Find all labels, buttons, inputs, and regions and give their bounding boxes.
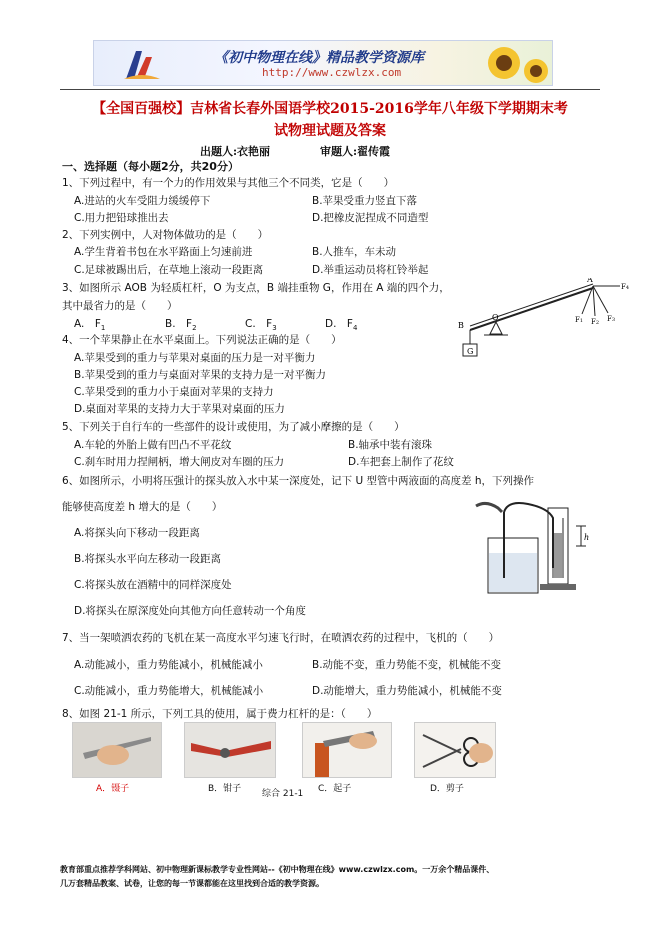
- q5-stem: 5、下列关于自行车的一些部件的设计或使用，为了减小摩擦的是（ ）: [62, 421, 405, 433]
- q2-option-b: B.人推车，车未动: [312, 246, 397, 258]
- svg-text:F4: F4: [621, 283, 630, 291]
- q4-option-a: A.苹果受到的重力与苹果对桌面的压力是一对平衡力: [74, 352, 316, 364]
- q4-option-c: C.苹果受到的重力小于桌面对苹果的支持力: [74, 386, 274, 398]
- q3-option-a: A. $F_1$: [74, 318, 106, 333]
- q2-option-d: D.举重运动员将杠铃举起: [312, 264, 429, 276]
- q7-option-c: C.动能减小，重力势能增大，机械能减小: [74, 685, 264, 697]
- caption-scissors: D．剪子: [430, 784, 464, 794]
- pliers-photo: [184, 722, 276, 778]
- q3-option-b: B. $F_2$: [165, 318, 197, 333]
- q5-option-d: D.车把套上制作了花纹: [348, 456, 454, 468]
- label-g: G: [467, 347, 474, 356]
- lever-diagram: [458, 278, 638, 363]
- q3-stem-line1: 3、如图所示 AOB 为轻质杠杆，O 为支点，B 端挂重物 G，作用在 A 端的四个力，: [62, 282, 450, 294]
- q8-stem: 8、如图 21-1 所示，下列工具的使用，属于费力杠杆的是：（ ）: [62, 708, 378, 720]
- footer-line2: 几万套精品教案、试卷，让您的每一节课都能在这里找到合适的教学资源。: [60, 879, 324, 888]
- q4-option-d: D.桌面对苹果的支持力大于苹果对桌面的压力: [74, 403, 285, 415]
- caption-opener: C．起子: [318, 784, 352, 794]
- q6-option-b: B.将探头水平向左移动一段距离: [74, 553, 222, 565]
- q4-option-b: B.苹果受到的重力与桌面对苹果的支持力是一对平衡力: [74, 369, 327, 381]
- q2-option-a: A.学生背着书包在水平路面上匀速前进: [74, 246, 253, 258]
- header-rule: [60, 89, 600, 90]
- q2-option-c: C.足球被踢出后，在草地上滚动一段距离: [74, 264, 264, 276]
- caption-tweezers: A．镊子: [96, 784, 130, 794]
- q5-option-a: A.车轮的外胎上做有凹凸不平花纹: [74, 439, 232, 451]
- logo-icon: [122, 45, 162, 83]
- q1-option-c: C.用力把铅球推出去: [74, 212, 169, 224]
- q6-stem-line1: 6、如图所示，小明将压强计的探头放入水中某一深度处，记下 U 型管中两液面的高度差 h，下列操作: [62, 475, 535, 487]
- label-a: A: [587, 278, 593, 284]
- banner-url: http://www.czwlzx.com: [262, 66, 402, 79]
- q1-option-b: B.苹果受重力竖直下落: [312, 195, 418, 207]
- q1-option-d: D.把橡皮泥捏成不同造型: [312, 212, 429, 224]
- q2-stem: 2、下列实例中，人对物体做功的是（ ）: [62, 229, 269, 241]
- q4-stem: 4、一个苹果静止在水平桌面上。下列说法正确的是（ ）: [62, 334, 342, 346]
- pressure-gauge-diagram: [468, 498, 598, 598]
- q1-stem: 1、下列过程中，有一个力的作用效果与其他三个不同类，它是（ ）: [62, 177, 395, 189]
- scissors-photo: [414, 722, 496, 778]
- q5-option-b: B.轴承中装有滚珠: [348, 439, 433, 451]
- q7-option-a: A.动能减小，重力势能减小，机械能减小: [74, 659, 263, 671]
- banner-title: 《初中物理在线》精品教学资源库: [214, 50, 424, 66]
- svg-text:F2: F2: [591, 318, 600, 326]
- label-b: B: [458, 321, 464, 330]
- question-setter: 出题人:衣艳丽: [200, 145, 271, 158]
- svg-text:F1: F1: [575, 316, 584, 324]
- label-f1: F: [575, 316, 580, 324]
- svg-text:F3: F3: [607, 315, 616, 323]
- label-f2: F: [591, 318, 596, 326]
- bottle-opener-photo: [302, 722, 392, 778]
- q6-stem-line2: 能够使高度差 h 增大的是（ ）: [62, 501, 223, 513]
- label-h: h: [584, 533, 590, 542]
- header-banner: [93, 40, 553, 86]
- footer-line1: 教育部重点推荐学科网站、初中物理新课标教学专业性网站--《初中物理在线》www.czwlzx.com。一万余个精品课件、: [60, 865, 495, 874]
- q7-stem: 7、当一架喷洒农药的飞机在某一高度水平匀速飞行时，在喷洒农药的过程中，飞机的（ ）: [62, 632, 500, 644]
- caption-pliers: B．钳子: [208, 784, 242, 794]
- tweezers-photo: [72, 722, 162, 778]
- q3-option-d: D. $F_4$: [325, 318, 358, 333]
- q6-option-a: A.将探头向下移动一段距离: [74, 527, 200, 539]
- label-o: O: [492, 313, 499, 322]
- label-f4: F: [621, 283, 626, 291]
- question-reviewer: 审题人:翟传霞: [320, 145, 391, 158]
- q1-option-a: A.进站的火车受阻力缓缓停下: [74, 195, 211, 207]
- q6-option-c: C.将探头放在酒精中的同样深度处: [74, 579, 232, 591]
- q7-option-d: D.动能增大，重力势能减小，机械能不变: [312, 685, 502, 697]
- q3-option-c: C. $F_3$: [245, 318, 277, 333]
- page-title-line1: 【全国百强校】吉林省长春外国语学校2015-2016学年八年级下学期期末考: [92, 101, 568, 117]
- figure-label: 综合 21-1: [262, 789, 304, 799]
- section-heading: 一、选择题（每小题2分，共20分）: [62, 160, 239, 173]
- q5-option-c: C.刹车时用力捏闸柄，增大闸皮对车圈的压力: [74, 456, 285, 468]
- sunflower-icon: [474, 41, 553, 86]
- q7-option-b: B.动能不变，重力势能不变，机械能不变: [312, 659, 502, 671]
- q6-option-d: D.将探头在原深度处向其他方向任意转动一个角度: [74, 605, 306, 617]
- label-f3: F: [607, 315, 612, 323]
- page-title-line2: 试物理试题及答案: [274, 123, 386, 139]
- q3-stem-line2: 其中最省力的是（ ）: [62, 300, 178, 312]
